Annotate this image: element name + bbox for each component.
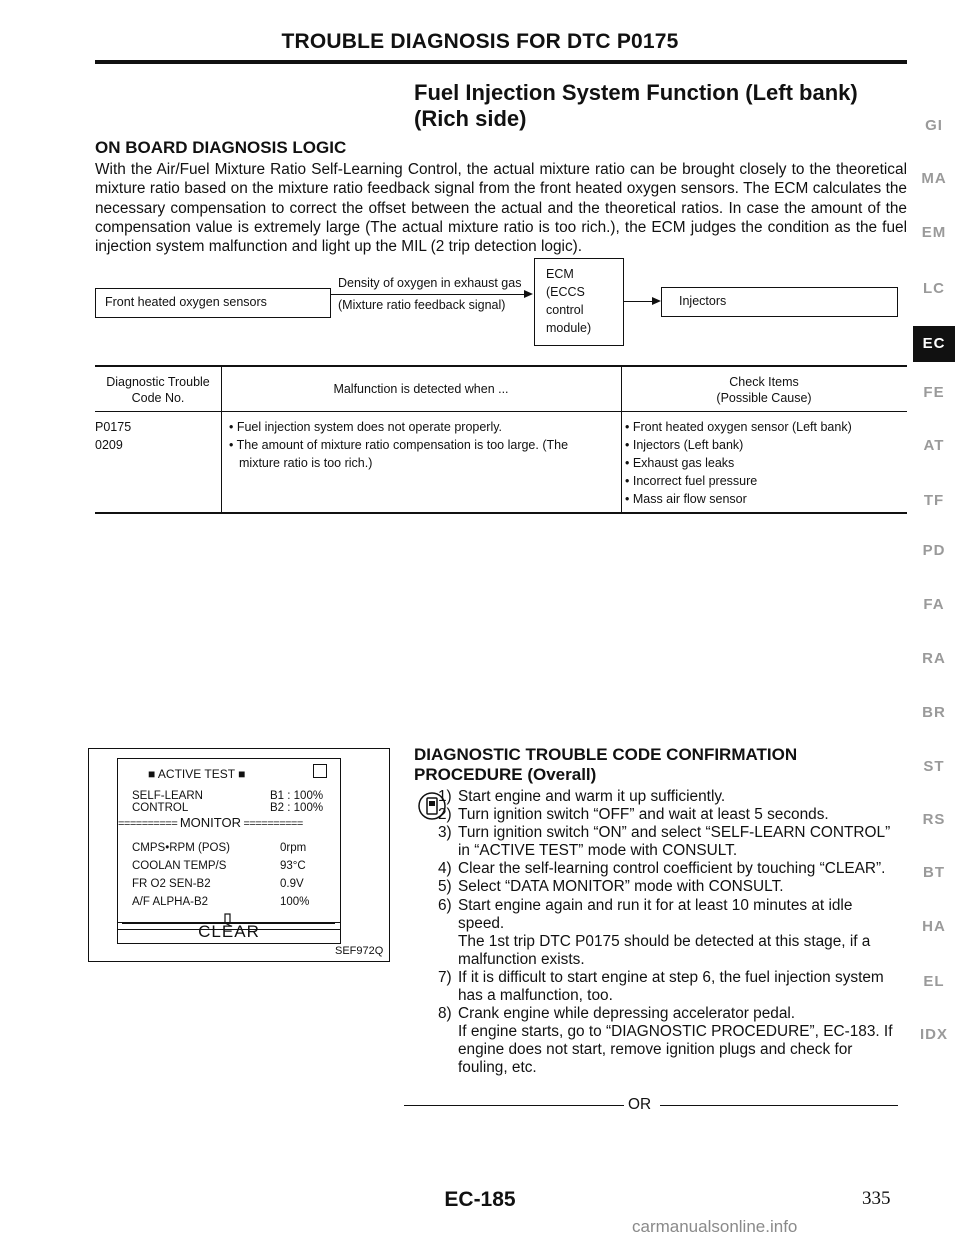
malfunction-list bbox=[229, 418, 619, 472]
signal-label-line2: (Mixture ratio feedback signal) bbox=[338, 298, 506, 312]
procedure-heading-line1: DIAGNOSTIC TROUBLE CODE CONFIRMATION bbox=[414, 745, 798, 764]
side-tab-em[interactable]: EM bbox=[921, 224, 947, 241]
side-tab-ma[interactable]: MA bbox=[921, 170, 947, 187]
header-check-line1: Check Items bbox=[729, 375, 799, 389]
table-bottom-rule bbox=[95, 512, 907, 514]
monitor-label: MONITOR bbox=[179, 815, 241, 830]
malfunction-item: • Fuel injection system does not operate properly. bbox=[229, 420, 503, 434]
procedure-step: 2) Turn ignition switch “OFF” and wait at least 5 seconds. bbox=[438, 806, 829, 824]
section-title bbox=[414, 80, 858, 132]
side-tab-ec[interactable]: EC bbox=[913, 326, 955, 362]
control-text: CONTROL bbox=[132, 802, 189, 814]
side-tab-idx[interactable]: IDX bbox=[919, 1026, 948, 1043]
side-tab-ra[interactable]: RA bbox=[922, 650, 946, 667]
signal-label-line1: Density of oxygen in exhaust gas bbox=[338, 276, 522, 290]
monitor-row-label: A/F ALPHA-B2 bbox=[132, 896, 209, 908]
side-tab-rs[interactable]: RS bbox=[922, 811, 946, 828]
page-number: 335 bbox=[862, 1188, 891, 1209]
or-label: OR bbox=[628, 1096, 652, 1113]
procedure-step-note: If engine starts, go to “DIAGNOSTIC PROCEDURE”, EC-183. If engine does not start, remove ignition plugs and check for fouling, etc. bbox=[458, 1023, 893, 1077]
watermark: carmanualsonline.info bbox=[632, 1217, 798, 1236]
ecm-line: control bbox=[546, 303, 584, 317]
arrow-right-icon bbox=[524, 289, 534, 299]
monitor-row-value: 0rpm bbox=[280, 842, 307, 854]
figure-code: SEF972Q bbox=[335, 945, 384, 957]
signal-arrow-line bbox=[331, 294, 531, 295]
procedure-step: 4) Clear the self-learning control coefficient by touching “CLEAR”. bbox=[438, 860, 886, 878]
b1-value: B1 : 100% bbox=[270, 790, 324, 802]
self-learn-label bbox=[132, 790, 203, 814]
checkbox-icon[interactable] bbox=[313, 764, 327, 778]
header-rule bbox=[95, 60, 907, 64]
header-check-items bbox=[621, 374, 907, 406]
procedure-step: 7) If it is difficult to start engine at step 6, the fuel injection system has a malfunction, too. bbox=[438, 968, 884, 1005]
table-top-rule bbox=[95, 365, 907, 367]
self-learn-text: SELF-LEARN bbox=[132, 790, 203, 802]
cause-item: • Exhaust gas leaks bbox=[625, 456, 735, 470]
side-tab-tf[interactable]: TF bbox=[923, 492, 945, 509]
dash-right: ========== bbox=[243, 818, 303, 830]
page-header-title: TROUBLE DIAGNOSIS FOR DTC P0175 bbox=[281, 30, 679, 53]
procedure-steps bbox=[414, 788, 898, 1078]
ecm-box bbox=[534, 258, 624, 346]
malfunction-item: • The amount of mixture ratio compensation is too large. (The bbox=[229, 438, 569, 452]
clear-button[interactable]: CLEAR bbox=[117, 922, 341, 944]
monitor-row-value: 100% bbox=[280, 896, 310, 908]
monitor-values bbox=[280, 839, 309, 911]
header-malfunction: Malfunction is detected when ... bbox=[333, 382, 509, 396]
dtc-codes bbox=[95, 418, 131, 454]
side-tab-bt[interactable]: BT bbox=[923, 864, 945, 881]
injectors-box bbox=[661, 287, 898, 317]
dash-left: ========== bbox=[118, 818, 178, 830]
active-test-title: ■ ACTIVE TEST ■ bbox=[148, 767, 246, 781]
side-tab-st[interactable]: ST bbox=[923, 758, 945, 775]
header-dtc-line2: Code No. bbox=[131, 391, 185, 405]
injectors-label: Injectors bbox=[679, 294, 727, 308]
ecm-line: ECM bbox=[546, 267, 574, 281]
cause-item: • Mass air flow sensor bbox=[625, 492, 747, 506]
monitor-row-label: CMPS•RPM (POS) bbox=[132, 842, 230, 854]
side-tab-el[interactable]: EL bbox=[923, 973, 945, 990]
dtc-table bbox=[95, 365, 907, 515]
cause-list bbox=[625, 418, 907, 508]
procedure-step: 1) Start engine and warm it up sufficiently. bbox=[438, 788, 726, 805]
or-rule-right bbox=[660, 1105, 898, 1106]
front-sensor-label: Front heated oxygen sensors bbox=[105, 295, 267, 309]
section-title-line1: Fuel Injection System Function (Left bank) bbox=[414, 80, 858, 105]
procedure-step: 5) Select “DATA MONITOR” mode with CONSULT. bbox=[438, 878, 784, 896]
header-check-line2: (Possible Cause) bbox=[716, 391, 812, 405]
front-sensor-box bbox=[95, 288, 331, 318]
side-tab-fa[interactable]: FA bbox=[923, 596, 945, 613]
b2-value: B2 : 100% bbox=[270, 802, 324, 814]
monitor-row-label: FR O2 SEN-B2 bbox=[132, 878, 211, 890]
cause-item: • Front heated oxygen sensor (Left bank) bbox=[625, 420, 852, 434]
section-title-line2: (Rich side) bbox=[414, 106, 527, 131]
cause-item: • Incorrect fuel pressure bbox=[625, 474, 758, 488]
procedure-step: 8) Crank engine while depressing accelerator pedal. bbox=[438, 1005, 796, 1023]
consult-screen bbox=[117, 758, 341, 930]
monitor-divider bbox=[118, 815, 342, 830]
or-rule-left bbox=[404, 1105, 624, 1106]
procedure-step: 3) Turn ignition switch “ON” and select “SELF-LEARN CONTROL” in “ACTIVE TEST” mode with CONSULT. bbox=[438, 824, 891, 860]
monitor-row-value: 0.9V bbox=[280, 878, 304, 890]
header-dtc-no bbox=[95, 374, 221, 406]
procedure-step-note: The 1st trip DTC P0175 should be detected at this stage, if a malfunction exists. bbox=[458, 932, 871, 968]
procedure-heading-line2: PROCEDURE (Overall) bbox=[414, 765, 597, 784]
side-tab-at[interactable]: AT bbox=[923, 437, 945, 454]
side-tab-gi[interactable]: GI bbox=[925, 117, 943, 134]
header-dtc-line1: Diagnostic Trouble bbox=[106, 375, 210, 389]
table-header-rule bbox=[95, 411, 907, 412]
ecm-line: module) bbox=[546, 321, 592, 335]
ecm-line: (ECCS bbox=[546, 285, 585, 299]
procedure-step: 6) Start engine again and run it for at least 10 minutes at idle speed. bbox=[438, 896, 853, 932]
cause-item: • Injectors (Left bank) bbox=[625, 438, 744, 452]
monitor-row-value: 93°C bbox=[280, 860, 306, 872]
logic-heading: ON BOARD DIAGNOSIS LOGIC bbox=[95, 138, 347, 157]
side-tab-ha[interactable]: HA bbox=[922, 918, 946, 935]
procedure-heading bbox=[414, 745, 797, 785]
dtc-code: P0175 bbox=[95, 420, 132, 434]
bank-values bbox=[270, 790, 323, 814]
malfunction-item: mixture ratio is too rich.) bbox=[239, 456, 373, 470]
logic-paragraph: With the Air/Fuel Mixture Ratio Self-Learning Control, the actual mixture ratio can be brought closely to the theoretical mixture ratio based on the mixture ratio feedback signal from the front heated oxygen sensors. The ECM calculates the necessary compensation to correct the offset between the actual and the theoretical ratios. In case the amount of the compensation value is extremely large (The actual mixture ratio is too rich.), the ECM judges the condition as the fuel injection system malfunction and light up the MIL (2 trip detection logic). bbox=[95, 161, 907, 256]
monitor-row-label: COOLAN TEMP/S bbox=[132, 860, 227, 872]
side-tab-br[interactable]: BR bbox=[922, 704, 946, 721]
page-code: EC-185 bbox=[444, 1188, 516, 1211]
dtc-code: 0209 bbox=[95, 438, 123, 452]
monitor-labels bbox=[132, 839, 230, 911]
side-tab-fe[interactable]: FE bbox=[923, 384, 945, 401]
side-tab-pd[interactable]: PD bbox=[922, 542, 946, 559]
side-tab-lc[interactable]: LC bbox=[923, 280, 945, 297]
